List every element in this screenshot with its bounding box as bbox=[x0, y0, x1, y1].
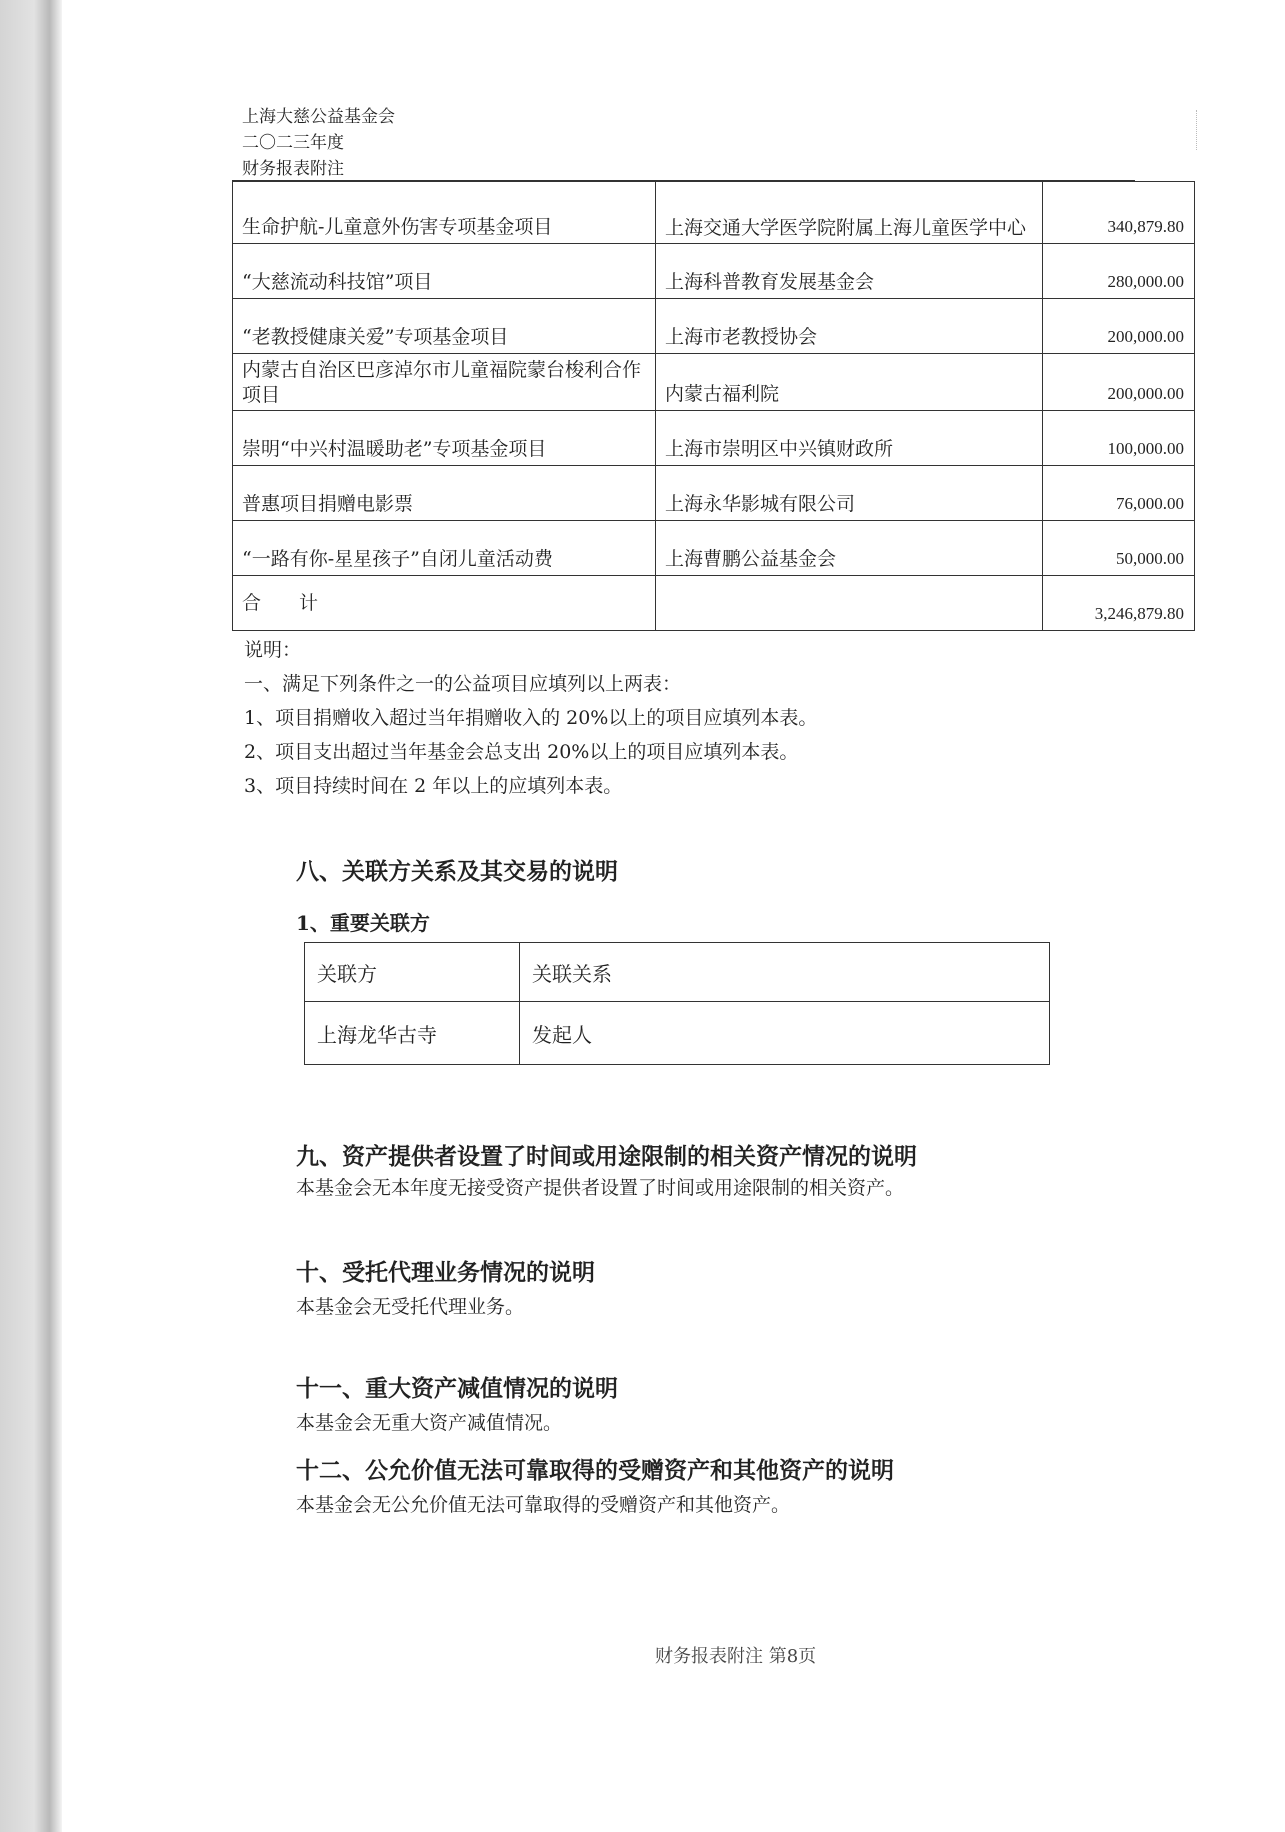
recipient-cell: 上海交通大学医学院附属上海儿童医学中心 bbox=[656, 182, 1043, 244]
project-cell: 生命护航-儿童意外伤害专项基金项目 bbox=[233, 182, 656, 244]
relation-cell: 发起人 bbox=[520, 1002, 1050, 1065]
scan-edge-shadow bbox=[0, 0, 62, 1832]
section8-title: 八、关联方关系及其交易的说明 bbox=[296, 858, 618, 885]
table-row bbox=[233, 354, 1195, 411]
party-cell: 上海龙华古寺 bbox=[305, 1002, 520, 1065]
project-cell: 内蒙古自治区巴彦淖尔市儿童福院蒙台梭利合作项目 bbox=[233, 354, 656, 411]
total-label: 合 计 bbox=[233, 576, 656, 631]
project-cell: 普惠项目捐赠电影票 bbox=[233, 466, 656, 521]
recipient-cell: 上海科普教育发展基金会 bbox=[656, 244, 1043, 299]
header-cell: 关联方 bbox=[305, 943, 520, 1002]
notes-line: 2、项目支出超过当年基金会总支出 20%以上的项目应填列本表。 bbox=[244, 741, 799, 763]
project-cell: 崇明“中兴村温暖助老”专项基金项目 bbox=[233, 411, 656, 466]
recipient-cell: 上海市老教授协会 bbox=[656, 299, 1043, 354]
recipient-cell: 内蒙古福利院 bbox=[656, 354, 1043, 411]
project-cell: “老教授健康关爱”专项基金项目 bbox=[233, 299, 656, 354]
section10-title: 十、受托代理业务情况的说明 bbox=[296, 1259, 595, 1286]
total-row bbox=[233, 576, 1195, 631]
recipient-cell: 上海曹鹏公益基金会 bbox=[656, 521, 1043, 576]
amount-cell: 280,000.00 bbox=[1043, 244, 1195, 299]
table-row bbox=[233, 521, 1195, 576]
table-header-row bbox=[305, 943, 1050, 1002]
header-org: 上海大慈公益基金会 bbox=[242, 107, 395, 127]
total-empty-cell bbox=[656, 576, 1043, 631]
related-party-table bbox=[304, 942, 1050, 1065]
table-row bbox=[233, 182, 1195, 244]
table-row bbox=[233, 299, 1195, 354]
header-cell: 关联关系 bbox=[520, 943, 1050, 1002]
recipient-cell: 上海永华影城有限公司 bbox=[656, 466, 1043, 521]
recipient-cell: 上海市崇明区中兴镇财政所 bbox=[656, 411, 1043, 466]
project-cell: “大慈流动科技馆”项目 bbox=[233, 244, 656, 299]
amount-cell: 100,000.00 bbox=[1043, 411, 1195, 466]
header-doc: 财务报表附注 bbox=[242, 159, 344, 179]
section12-title: 十二、公允价值无法可靠取得的受赠资产和其他资产的说明 bbox=[296, 1457, 894, 1484]
table-row bbox=[305, 1002, 1050, 1065]
project-cell: “一路有你-星星孩子”自闭儿童活动费 bbox=[233, 521, 656, 576]
notes-line: 3、项目持续时间在 2 年以上的应填列本表。 bbox=[244, 775, 623, 797]
section11-title: 十一、重大资产减值情况的说明 bbox=[296, 1375, 618, 1402]
project-table bbox=[232, 181, 1195, 631]
amount-cell: 200,000.00 bbox=[1043, 354, 1195, 411]
table-row bbox=[233, 411, 1195, 466]
notes-line: 1、项目捐赠收入超过当年捐赠收入的 20%以上的项目应填列本表。 bbox=[244, 707, 818, 729]
amount-cell: 50,000.00 bbox=[1043, 521, 1195, 576]
section8-subtitle: 1、重要关联方 bbox=[296, 911, 430, 935]
table-row bbox=[233, 466, 1195, 521]
page-header bbox=[242, 104, 395, 182]
notes-line: 一、满足下列条件之一的公益项目应填列以上两表： bbox=[244, 673, 682, 695]
notes bbox=[244, 633, 817, 803]
page-footer: 财务报表附注 第8页 bbox=[655, 1646, 817, 1667]
section9-body: 本基金会无本年度无接受资产提供者设置了时间或用途限制的相关资产。 bbox=[296, 1177, 905, 1199]
total-amount: 3,246,879.80 bbox=[1043, 576, 1195, 631]
section10-body: 本基金会无受托代理业务。 bbox=[296, 1296, 525, 1318]
amount-cell: 200,000.00 bbox=[1043, 299, 1195, 354]
section9-title: 九、资产提供者设置了时间或用途限制的相关资产情况的说明 bbox=[296, 1143, 917, 1170]
amount-cell: 340,879.80 bbox=[1043, 182, 1195, 244]
section12-body: 本基金会无公允价值无法可靠取得的受赠资产和其他资产。 bbox=[296, 1494, 791, 1516]
table-row bbox=[233, 244, 1195, 299]
section11-body: 本基金会无重大资产减值情况。 bbox=[296, 1412, 563, 1434]
header-year: 二〇二三年度 bbox=[242, 133, 344, 153]
amount-cell: 76,000.00 bbox=[1043, 466, 1195, 521]
scan-artifact bbox=[1196, 110, 1198, 150]
notes-title: 说明： bbox=[244, 639, 302, 661]
